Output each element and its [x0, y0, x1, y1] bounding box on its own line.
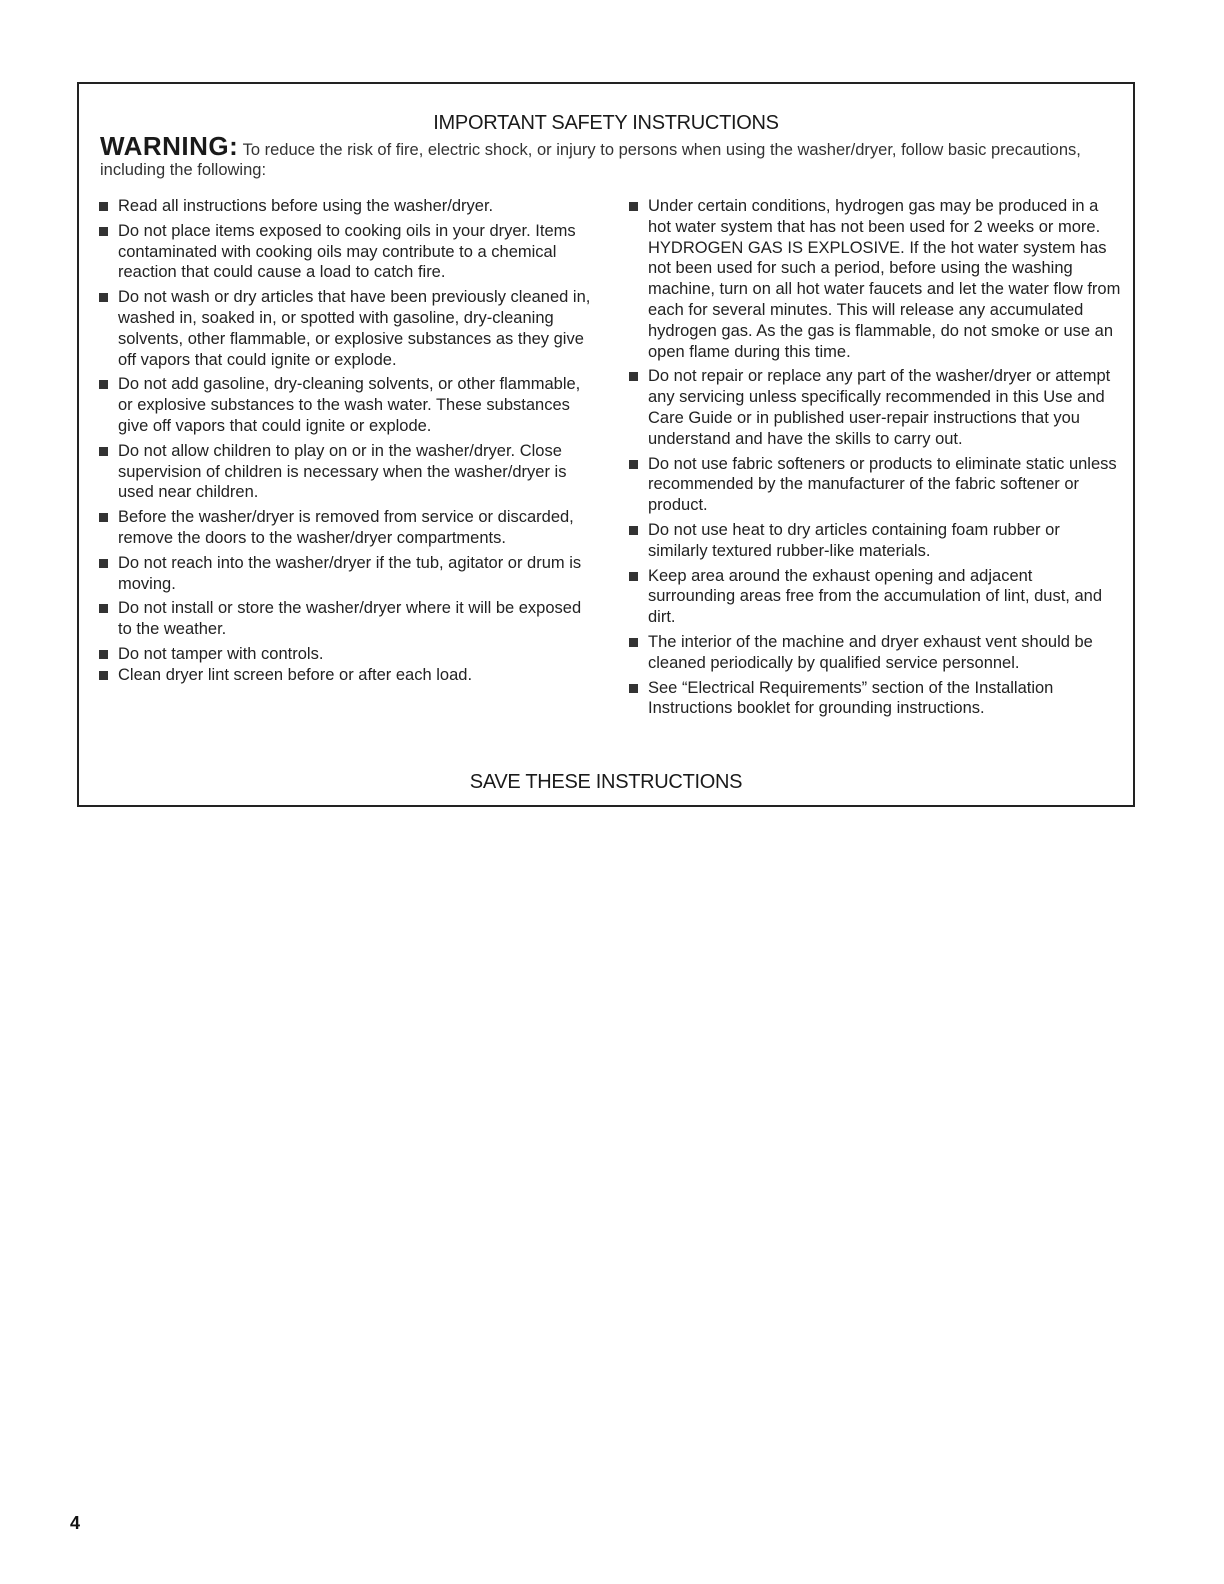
list-item	[96, 644, 591, 665]
list-item-text: Do not use fabric softeners or products to eliminate static unless recommended by the manufacturer of the fabric softener or product.	[648, 454, 1117, 515]
safety-instructions-box	[77, 82, 1135, 807]
list-item	[96, 598, 591, 640]
list-item-text: Do not install or store the washer/dryer where it will be exposed to the weather.	[118, 599, 582, 639]
right-instruction-list	[626, 196, 1121, 723]
square-bullet-icon	[99, 447, 108, 456]
list-item-text: Clean dryer lint screen before or after each load.	[118, 665, 473, 684]
list-item	[96, 374, 591, 436]
square-bullet-icon	[99, 380, 108, 389]
save-instructions-footer: SAVE THESE INSTRUCTIONS	[469, 771, 743, 793]
square-bullet-icon	[99, 202, 108, 211]
square-bullet-icon	[99, 293, 108, 302]
square-bullet-icon	[629, 372, 638, 381]
list-item-text: Do not place items exposed to cooking oils in your dryer. Items contaminated with cooking oils may contribute to a chemical reaction that could cause a load to catch fire.	[118, 221, 576, 282]
box-title: IMPORTANT SAFETY INSTRUCTIONS	[433, 112, 779, 134]
square-bullet-icon	[99, 650, 108, 659]
list-item-text: Keep area around the exhaust opening and adjacent surrounding areas free from the accumulation of lint, dust, and dirt.	[648, 566, 1102, 627]
list-item	[96, 196, 591, 217]
list-item	[626, 520, 1121, 562]
warning-paragraph	[100, 131, 1120, 180]
list-item	[626, 366, 1121, 449]
list-item-text: Do not tamper with controls.	[118, 644, 324, 663]
list-item-text: Under certain conditions, hydrogen gas may be produced in a hot water system that has not been used for 2 weeks or more. HYDROGEN GAS IS EXPLOSIVE. If the hot water system has not been used for such a period, before using the washing machine, turn on all hot water faucets and let the water flow from each for several minutes. This will release any accumulated hydrogen gas. As the gas is flammable, do not smoke or use an open flame during this time.	[648, 197, 1121, 361]
list-item-text: The interior of the machine and dryer exhaust vent should be cleaned periodically by qualified service personnel.	[648, 632, 1093, 672]
list-item	[96, 287, 591, 370]
list-item	[96, 665, 591, 686]
list-item	[96, 507, 591, 549]
list-item-text: See “Electrical Requirements” section of the Installation Instructions booklet for grounding instructions.	[648, 678, 1054, 718]
square-bullet-icon	[99, 513, 108, 522]
square-bullet-icon	[629, 684, 638, 693]
square-bullet-icon	[629, 572, 638, 581]
list-item-text: Do not allow children to play on or in the washer/dryer. Close supervision of children is necessary when the washer/dryer is used near children.	[118, 441, 567, 502]
list-item	[626, 566, 1121, 628]
square-bullet-icon	[629, 638, 638, 647]
list-item-text: Do not reach into the washer/dryer if the tub, agitator or drum is moving.	[118, 553, 582, 593]
list-item-text: Do not wash or dry articles that have been previously cleaned in, washed in, soaked in, or spotted with gasoline, dry-cleaning solvents, other flammable, or explosive substances as they give off vapors that could ignite or explode.	[118, 288, 591, 369]
list-item	[626, 678, 1121, 720]
list-item	[96, 441, 591, 503]
left-instruction-list	[96, 196, 591, 690]
square-bullet-icon	[99, 671, 108, 680]
page-number: 4	[70, 1513, 81, 1533]
square-bullet-icon	[99, 559, 108, 568]
square-bullet-icon	[629, 202, 638, 211]
list-item-text: Do not repair or replace any part of the washer/dryer or attempt any servicing unless specifically recommended in this Use and Care Guide or in published user-repair instructions that you understand and have the skills to carry out.	[648, 367, 1111, 448]
warning-label: WARNING:	[100, 131, 239, 161]
list-item-text: Do not use heat to dry articles containing foam rubber or similarly textured rubber-like materials.	[648, 520, 1060, 560]
list-item	[96, 221, 591, 283]
square-bullet-icon	[629, 460, 638, 469]
warning-text: To reduce the risk of fire, electric shock, or injury to persons when using the washer/dryer, follow basic precautions, including the following:	[100, 141, 1081, 179]
list-item	[626, 196, 1121, 362]
list-item-text: Do not add gasoline, dry-cleaning solvents, or other flammable, or explosive substances to the wash water. These substances give off vapors that could ignite or explode.	[118, 375, 581, 435]
square-bullet-icon	[99, 604, 108, 613]
list-item	[626, 454, 1121, 516]
list-item	[96, 553, 591, 595]
list-item-text: Read all instructions before using the washer/dryer.	[118, 197, 494, 215]
square-bullet-icon	[629, 526, 638, 535]
square-bullet-icon	[99, 227, 108, 236]
list-item-text: Before the washer/dryer is removed from service or discarded, remove the doors to the washer/dryer compartments.	[118, 508, 574, 547]
list-item	[626, 632, 1121, 674]
